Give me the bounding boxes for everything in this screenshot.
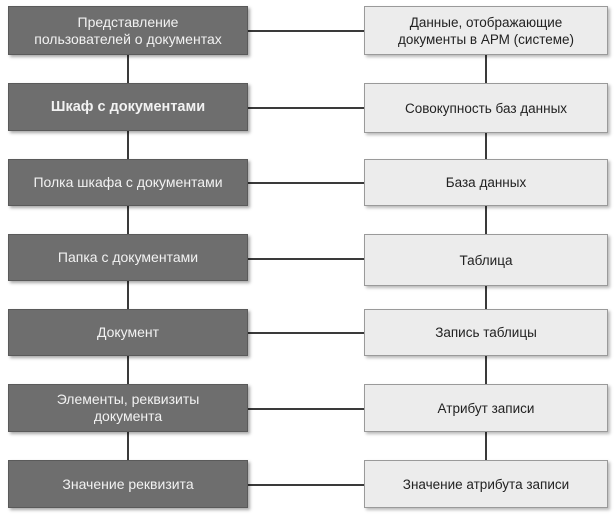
- row-connector-6: [248, 408, 364, 410]
- right-box-label: Таблица: [459, 252, 513, 268]
- right-box-label: База данных: [445, 175, 527, 190]
- left-box-label: Значение реквизита: [62, 475, 194, 492]
- left-connector-1: [127, 55, 129, 83]
- right-connector-2: [485, 133, 487, 159]
- left-box-label: Полка шкафа с документами: [33, 174, 223, 190]
- right-box-label: Запись таблицы: [435, 325, 537, 340]
- row-connector-1: [248, 30, 364, 32]
- left-box-label: Представление пользователей о документах: [34, 13, 222, 47]
- left-box-shelf: [8, 159, 248, 206]
- row-connector-5: [248, 332, 364, 334]
- left-box-cabinet: [8, 83, 248, 131]
- right-box-attribute: [364, 384, 608, 432]
- row-connector-4: [248, 258, 364, 260]
- row-connector-7: [248, 484, 364, 486]
- right-box-table: [364, 234, 608, 286]
- right-box-data: [364, 6, 608, 55]
- left-connector-2: [127, 131, 129, 159]
- right-connector-4: [485, 286, 487, 309]
- left-box-elements: [8, 384, 248, 432]
- right-box-label: Атрибут записи: [437, 400, 535, 416]
- left-box-value: [8, 460, 248, 508]
- right-box-attribute-value: [364, 460, 608, 508]
- left-box-label: Шкаф с документами: [50, 98, 206, 115]
- right-box-label: Данные, отображающие документы в АРМ (системе): [397, 14, 575, 47]
- left-connector-6: [127, 432, 129, 460]
- right-connector-1: [485, 55, 487, 83]
- left-connector-4: [127, 281, 129, 309]
- row-connector-3: [248, 182, 364, 184]
- right-connector-3: [485, 206, 487, 234]
- left-connector-3: [127, 206, 129, 234]
- right-box-record: [364, 309, 608, 356]
- left-box-folder: [8, 234, 248, 281]
- left-box-document: [8, 309, 248, 356]
- left-box-label: Документ: [96, 324, 160, 340]
- right-connector-5: [485, 356, 487, 384]
- right-box-database: [364, 159, 608, 206]
- right-box-label: Значение атрибута записи: [402, 476, 570, 492]
- right-box-database-set: [364, 83, 608, 133]
- left-box-label: Элементы, реквизиты документа: [56, 391, 200, 424]
- row-connector-2: [248, 107, 364, 109]
- right-connector-6: [485, 432, 487, 460]
- left-box-representation: [8, 6, 248, 55]
- left-connector-5: [127, 356, 129, 384]
- left-box-label: Папка с документами: [57, 249, 199, 265]
- right-box-label: Совокупность баз данных: [404, 100, 568, 116]
